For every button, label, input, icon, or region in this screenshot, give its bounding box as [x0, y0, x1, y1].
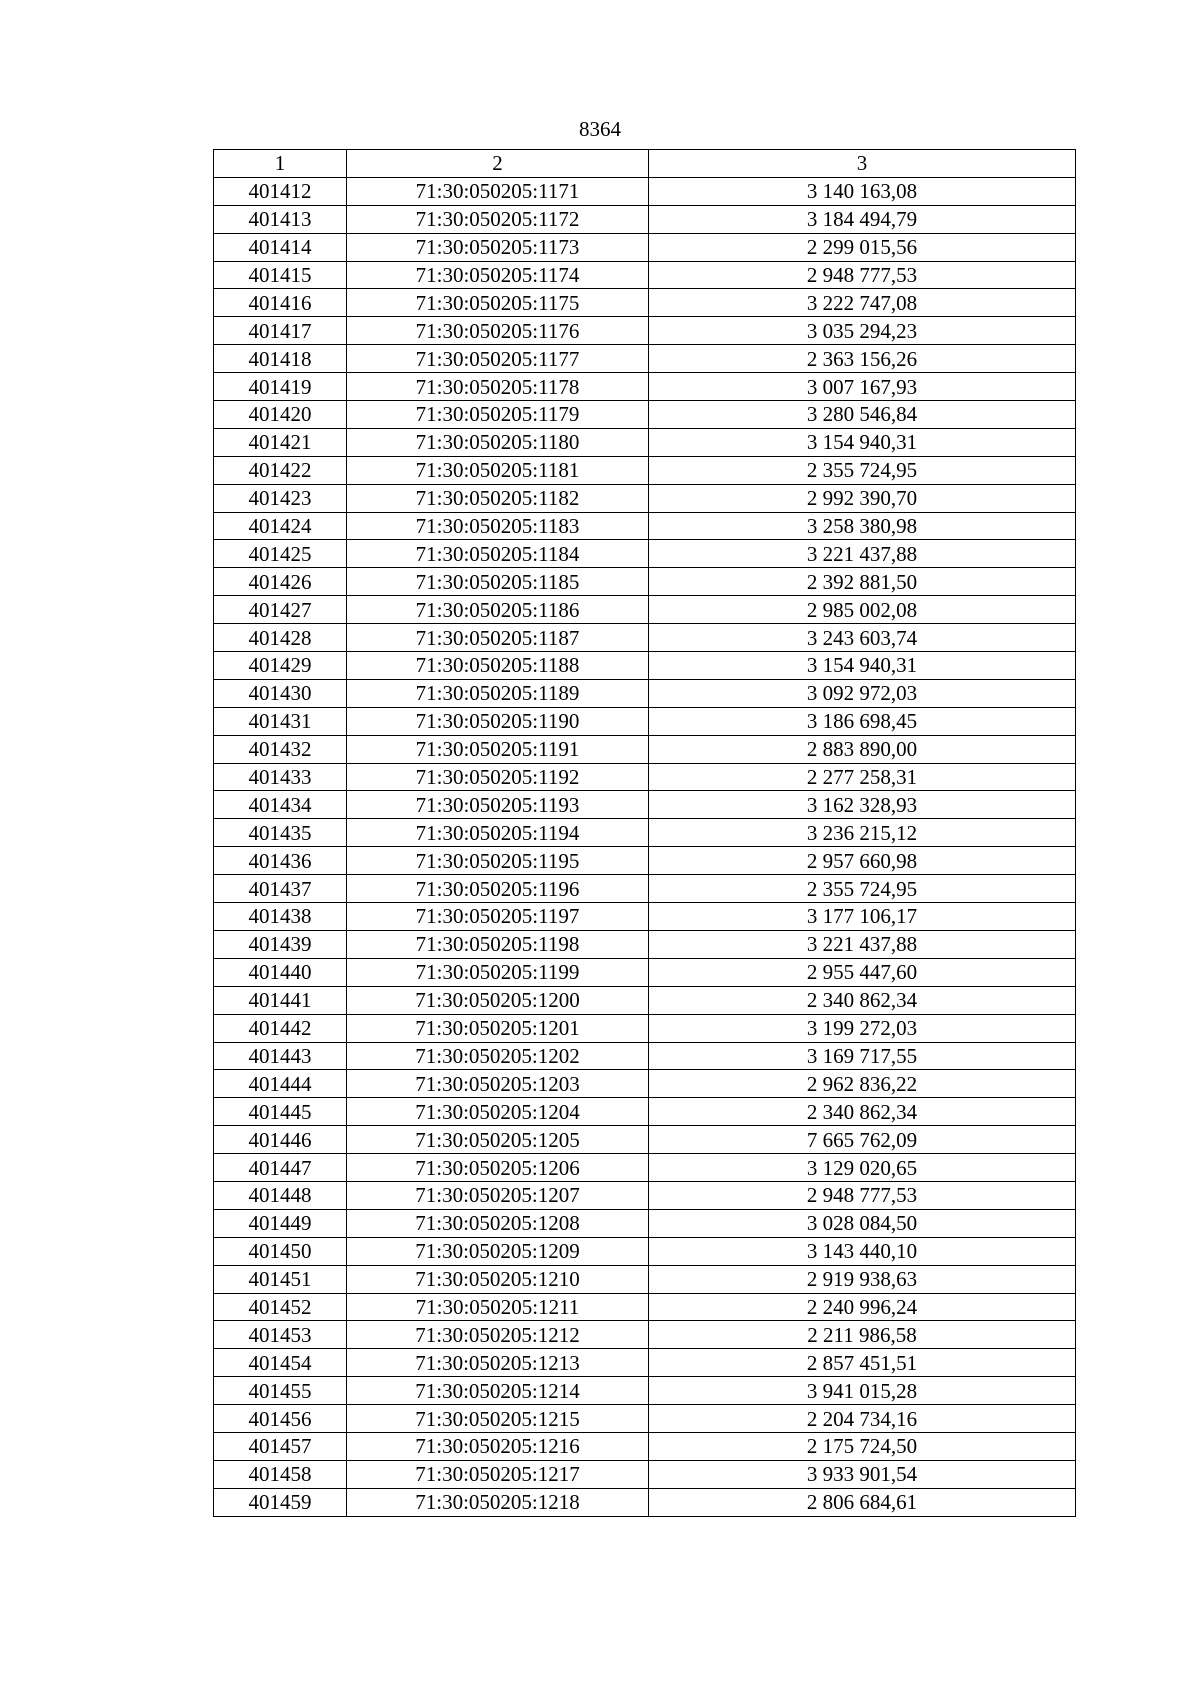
- row-number-cell: 401416: [214, 289, 347, 317]
- value-cell: 2 948 777,53: [649, 1181, 1076, 1209]
- table-row: [214, 401, 1076, 429]
- value-cell: 2 957 660,98: [649, 847, 1076, 875]
- value-cell: 3 177 106,17: [649, 903, 1076, 931]
- value-cell: 3 184 494,79: [649, 205, 1076, 233]
- header-cell: 3: [649, 150, 1076, 178]
- value-cell: 2 340 862,34: [649, 986, 1076, 1014]
- value-cell: 3 933 901,54: [649, 1460, 1076, 1488]
- table-row: [214, 624, 1076, 652]
- table-row: [214, 791, 1076, 819]
- row-number-cell: 401450: [214, 1237, 347, 1265]
- row-number-cell: 401431: [214, 707, 347, 735]
- cadastral-number-cell: 71:30:050205:1189: [347, 679, 649, 707]
- value-cell: 2 962 836,22: [649, 1070, 1076, 1098]
- table-row: [214, 875, 1076, 903]
- table-row: [214, 1154, 1076, 1182]
- value-cell: 3 941 015,28: [649, 1377, 1076, 1405]
- cadastral-number-cell: 71:30:050205:1186: [347, 596, 649, 624]
- table-row: [214, 903, 1076, 931]
- row-number-cell: 401449: [214, 1209, 347, 1237]
- table-row: [214, 1126, 1076, 1154]
- row-number-cell: 401452: [214, 1293, 347, 1321]
- table-row: [214, 652, 1076, 680]
- row-number-cell: 401427: [214, 596, 347, 624]
- cadastral-number-cell: 71:30:050205:1184: [347, 540, 649, 568]
- cadastral-number-cell: 71:30:050205:1179: [347, 401, 649, 429]
- cadastral-number-cell: 71:30:050205:1199: [347, 958, 649, 986]
- cadastral-number-cell: 71:30:050205:1178: [347, 373, 649, 401]
- row-number-cell: 401430: [214, 679, 347, 707]
- value-cell: 3 186 698,45: [649, 707, 1076, 735]
- table-row: [214, 345, 1076, 373]
- value-cell: 2 240 996,24: [649, 1293, 1076, 1321]
- row-number-cell: 401421: [214, 428, 347, 456]
- page-number: 8364: [579, 117, 621, 141]
- cadastral-number-cell: 71:30:050205:1202: [347, 1042, 649, 1070]
- table-row: [214, 428, 1076, 456]
- cadastral-number-cell: 71:30:050205:1204: [347, 1098, 649, 1126]
- value-cell: 2 277 258,31: [649, 763, 1076, 791]
- row-number-cell: 401422: [214, 456, 347, 484]
- value-cell: 3 221 437,88: [649, 540, 1076, 568]
- row-number-cell: 401455: [214, 1377, 347, 1405]
- cadastral-number-cell: 71:30:050205:1187: [347, 624, 649, 652]
- cadastral-number-cell: 71:30:050205:1191: [347, 735, 649, 763]
- value-cell: 2 340 862,34: [649, 1098, 1076, 1126]
- value-cell: 3 154 940,31: [649, 428, 1076, 456]
- row-number-cell: 401451: [214, 1265, 347, 1293]
- table-row: [214, 177, 1076, 205]
- table-row: [214, 1042, 1076, 1070]
- row-number-cell: 401446: [214, 1126, 347, 1154]
- value-cell: 2 992 390,70: [649, 484, 1076, 512]
- row-number-cell: 401436: [214, 847, 347, 875]
- row-number-cell: 401440: [214, 958, 347, 986]
- value-cell: 3 007 167,93: [649, 373, 1076, 401]
- row-number-cell: 401459: [214, 1488, 347, 1516]
- cadastral-number-cell: 71:30:050205:1217: [347, 1460, 649, 1488]
- table-row: [214, 763, 1076, 791]
- table-row: [214, 1014, 1076, 1042]
- row-number-cell: 401448: [214, 1181, 347, 1209]
- table-row: [214, 1181, 1076, 1209]
- cadastral-number-cell: 71:30:050205:1201: [347, 1014, 649, 1042]
- table-row: [214, 205, 1076, 233]
- header-cell: 1: [214, 150, 347, 178]
- cadastral-number-cell: 71:30:050205:1208: [347, 1209, 649, 1237]
- row-number-cell: 401457: [214, 1432, 347, 1460]
- cadastral-number-cell: 71:30:050205:1176: [347, 317, 649, 345]
- cadastral-number-cell: 71:30:050205:1194: [347, 819, 649, 847]
- table-row: [214, 847, 1076, 875]
- row-number-cell: 401432: [214, 735, 347, 763]
- cadastral-number-cell: 71:30:050205:1193: [347, 791, 649, 819]
- cadastral-number-cell: 71:30:050205:1207: [347, 1181, 649, 1209]
- cadastral-number-cell: 71:30:050205:1188: [347, 652, 649, 680]
- table-row: [214, 1293, 1076, 1321]
- cadastral-number-cell: 71:30:050205:1206: [347, 1154, 649, 1182]
- cadastral-number-cell: 71:30:050205:1192: [347, 763, 649, 791]
- cadastral-number-cell: 71:30:050205:1196: [347, 875, 649, 903]
- row-number-cell: 401445: [214, 1098, 347, 1126]
- value-cell: 2 919 938,63: [649, 1265, 1076, 1293]
- table-row: [214, 317, 1076, 345]
- value-cell: 3 236 215,12: [649, 819, 1076, 847]
- row-number-cell: 401447: [214, 1154, 347, 1182]
- row-number-cell: 401428: [214, 624, 347, 652]
- cadastral-number-cell: 71:30:050205:1181: [347, 456, 649, 484]
- cadastral-number-cell: 71:30:050205:1209: [347, 1237, 649, 1265]
- cadastral-number-cell: 71:30:050205:1215: [347, 1405, 649, 1433]
- table-row: [214, 1460, 1076, 1488]
- row-number-cell: 401418: [214, 345, 347, 373]
- cadastral-number-cell: 71:30:050205:1182: [347, 484, 649, 512]
- table-row: [214, 1209, 1076, 1237]
- row-number-cell: 401412: [214, 177, 347, 205]
- table-row: [214, 289, 1076, 317]
- table-row: [214, 233, 1076, 261]
- value-cell: 2 355 724,95: [649, 456, 1076, 484]
- row-number-cell: 401434: [214, 791, 347, 819]
- table-row: [214, 1432, 1076, 1460]
- row-number-cell: 401425: [214, 540, 347, 568]
- cadastral-number-cell: 71:30:050205:1210: [347, 1265, 649, 1293]
- table-row: [214, 819, 1076, 847]
- row-number-cell: 401413: [214, 205, 347, 233]
- header-row: [214, 150, 1076, 178]
- value-cell: 2 204 734,16: [649, 1405, 1076, 1433]
- cadastral-number-cell: 71:30:050205:1212: [347, 1321, 649, 1349]
- cadastral-number-cell: 71:30:050205:1185: [347, 568, 649, 596]
- table-row: [214, 1349, 1076, 1377]
- value-cell: 2 355 724,95: [649, 875, 1076, 903]
- row-number-cell: 401438: [214, 903, 347, 931]
- table-row: [214, 1321, 1076, 1349]
- table-body: [214, 177, 1076, 1516]
- cadastral-number-cell: 71:30:050205:1214: [347, 1377, 649, 1405]
- cadastral-number-cell: 71:30:050205:1205: [347, 1126, 649, 1154]
- value-cell: 3 221 437,88: [649, 930, 1076, 958]
- row-number-cell: 401437: [214, 875, 347, 903]
- cadastral-number-cell: 71:30:050205:1183: [347, 512, 649, 540]
- table-row: [214, 1377, 1076, 1405]
- registry-table: [213, 149, 1076, 1517]
- table-row: [214, 261, 1076, 289]
- table-row: [214, 1488, 1076, 1516]
- value-cell: 3 143 440,10: [649, 1237, 1076, 1265]
- table-row: [214, 1265, 1076, 1293]
- value-cell: 2 175 724,50: [649, 1432, 1076, 1460]
- row-number-cell: 401442: [214, 1014, 347, 1042]
- header-cell: 2: [347, 150, 649, 178]
- row-number-cell: 401433: [214, 763, 347, 791]
- row-number-cell: 401417: [214, 317, 347, 345]
- cadastral-number-cell: 71:30:050205:1200: [347, 986, 649, 1014]
- value-cell: 2 948 777,53: [649, 261, 1076, 289]
- cadastral-number-cell: 71:30:050205:1190: [347, 707, 649, 735]
- table-row: [214, 1237, 1076, 1265]
- value-cell: 3 129 020,65: [649, 1154, 1076, 1182]
- value-cell: 2 985 002,08: [649, 596, 1076, 624]
- value-cell: 2 363 156,26: [649, 345, 1076, 373]
- table-row: [214, 735, 1076, 763]
- value-cell: 3 243 603,74: [649, 624, 1076, 652]
- value-cell: 2 211 986,58: [649, 1321, 1076, 1349]
- cadastral-number-cell: 71:30:050205:1172: [347, 205, 649, 233]
- cadastral-number-cell: 71:30:050205:1203: [347, 1070, 649, 1098]
- table-row: [214, 986, 1076, 1014]
- value-cell: 3 154 940,31: [649, 652, 1076, 680]
- row-number-cell: 401458: [214, 1460, 347, 1488]
- table-row: [214, 930, 1076, 958]
- row-number-cell: 401414: [214, 233, 347, 261]
- cadastral-number-cell: 71:30:050205:1175: [347, 289, 649, 317]
- table-row: [214, 540, 1076, 568]
- row-number-cell: 401443: [214, 1042, 347, 1070]
- row-number-cell: 401456: [214, 1405, 347, 1433]
- row-number-cell: 401423: [214, 484, 347, 512]
- value-cell: 3 028 084,50: [649, 1209, 1076, 1237]
- value-cell: 3 035 294,23: [649, 317, 1076, 345]
- row-number-cell: 401415: [214, 261, 347, 289]
- value-cell: 3 169 717,55: [649, 1042, 1076, 1070]
- row-number-cell: 401444: [214, 1070, 347, 1098]
- cadastral-number-cell: 71:30:050205:1173: [347, 233, 649, 261]
- table-row: [214, 1070, 1076, 1098]
- cadastral-number-cell: 71:30:050205:1213: [347, 1349, 649, 1377]
- row-number-cell: 401441: [214, 986, 347, 1014]
- table-row: [214, 1098, 1076, 1126]
- table-row: [214, 596, 1076, 624]
- cadastral-number-cell: 71:30:050205:1216: [347, 1432, 649, 1460]
- table-row: [214, 512, 1076, 540]
- cadastral-number-cell: 71:30:050205:1211: [347, 1293, 649, 1321]
- row-number-cell: 401424: [214, 512, 347, 540]
- table-row: [214, 707, 1076, 735]
- value-cell: 3 162 328,93: [649, 791, 1076, 819]
- row-number-cell: 401419: [214, 373, 347, 401]
- row-number-cell: 401420: [214, 401, 347, 429]
- value-cell: 2 392 881,50: [649, 568, 1076, 596]
- cadastral-number-cell: 71:30:050205:1171: [347, 177, 649, 205]
- table-row: [214, 373, 1076, 401]
- table-row: [214, 456, 1076, 484]
- row-number-cell: 401435: [214, 819, 347, 847]
- value-cell: 3 199 272,03: [649, 1014, 1076, 1042]
- row-number-cell: 401429: [214, 652, 347, 680]
- table-row: [214, 679, 1076, 707]
- cadastral-number-cell: 71:30:050205:1218: [347, 1488, 649, 1516]
- table-row: [214, 484, 1076, 512]
- value-cell: 3 140 163,08: [649, 177, 1076, 205]
- value-cell: 3 092 972,03: [649, 679, 1076, 707]
- value-cell: 2 857 451,51: [649, 1349, 1076, 1377]
- row-number-cell: 401439: [214, 930, 347, 958]
- cadastral-number-cell: 71:30:050205:1197: [347, 903, 649, 931]
- cadastral-number-cell: 71:30:050205:1195: [347, 847, 649, 875]
- table-header: [214, 150, 1076, 178]
- cadastral-number-cell: 71:30:050205:1180: [347, 428, 649, 456]
- row-number-cell: 401426: [214, 568, 347, 596]
- value-cell: 2 806 684,61: [649, 1488, 1076, 1516]
- value-cell: 3 280 546,84: [649, 401, 1076, 429]
- value-cell: 2 955 447,60: [649, 958, 1076, 986]
- cadastral-number-cell: 71:30:050205:1177: [347, 345, 649, 373]
- row-number-cell: 401453: [214, 1321, 347, 1349]
- table-row: [214, 568, 1076, 596]
- value-cell: 3 258 380,98: [649, 512, 1076, 540]
- table-row: [214, 958, 1076, 986]
- value-cell: 2 883 890,00: [649, 735, 1076, 763]
- value-cell: 3 222 747,08: [649, 289, 1076, 317]
- table-row: [214, 1405, 1076, 1433]
- cadastral-number-cell: 71:30:050205:1198: [347, 930, 649, 958]
- cadastral-number-cell: 71:30:050205:1174: [347, 261, 649, 289]
- value-cell: 2 299 015,56: [649, 233, 1076, 261]
- value-cell: 7 665 762,09: [649, 1126, 1076, 1154]
- row-number-cell: 401454: [214, 1349, 347, 1377]
